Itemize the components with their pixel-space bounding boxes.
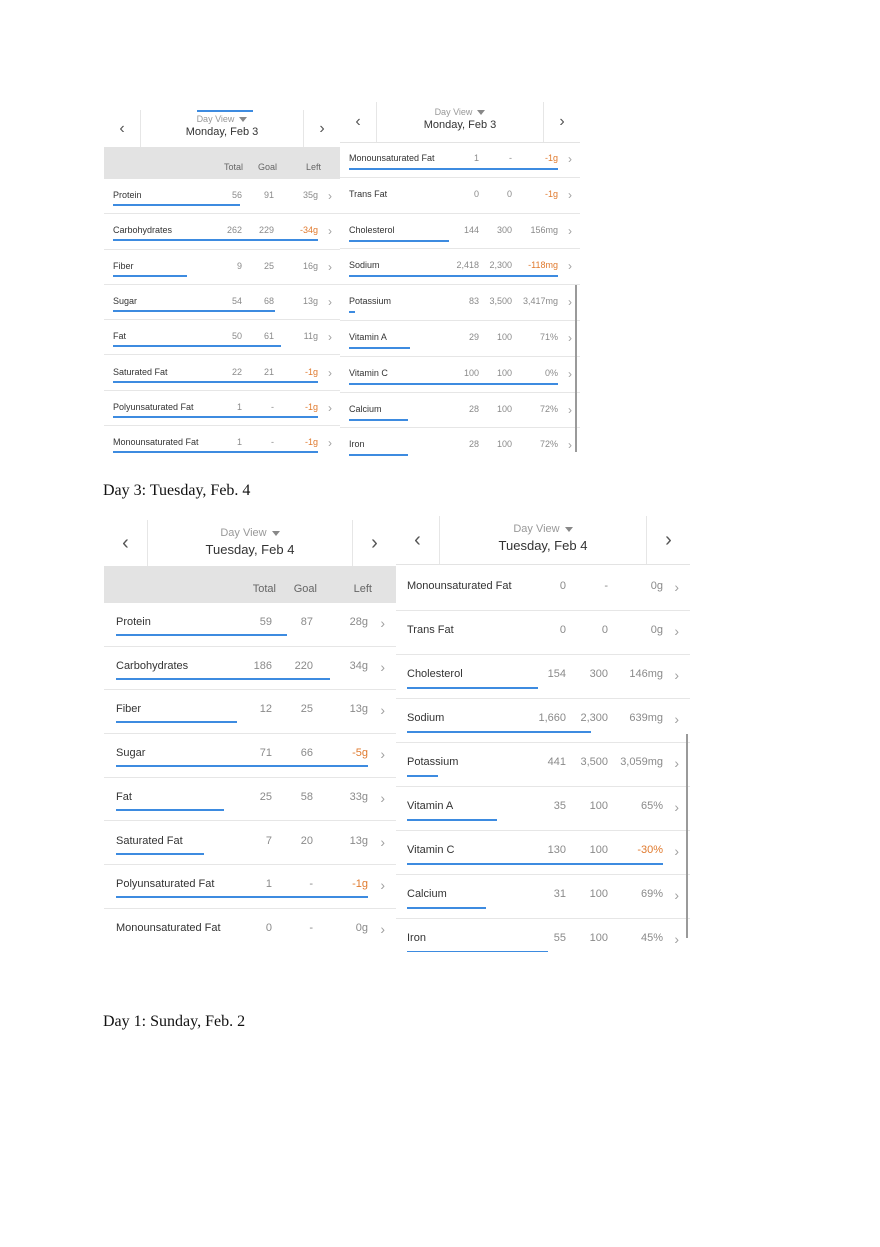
goal-value: - bbox=[309, 878, 313, 891]
total-value: 441 bbox=[547, 756, 566, 768]
remaining-value: 34g bbox=[349, 659, 368, 672]
prev-day-button[interactable]: ‹ bbox=[340, 102, 377, 142]
nutrients-panel-tuesday-left bbox=[104, 520, 396, 952]
goal-value: - bbox=[271, 437, 274, 448]
total-value: 0 bbox=[559, 580, 566, 592]
day-header bbox=[340, 102, 580, 143]
remaining-value: -1g bbox=[352, 878, 368, 891]
progress-bar bbox=[113, 381, 318, 383]
goal-value: 100 bbox=[589, 888, 608, 900]
total-value: 28 bbox=[468, 403, 479, 414]
day-view-dropdown[interactable]: Day View bbox=[140, 114, 304, 124]
total-value: 100 bbox=[463, 367, 479, 378]
nutrient-name: Vitamin A bbox=[407, 800, 454, 812]
goal-value: 2,300 bbox=[580, 712, 608, 724]
caret-down-icon bbox=[477, 110, 485, 115]
total-value: 29 bbox=[468, 332, 479, 342]
nutrient-name: Vitamin A bbox=[349, 332, 387, 342]
remaining-value: 146mg bbox=[629, 668, 663, 680]
nutrient-row[interactable] bbox=[104, 690, 396, 734]
nutrients-panel-tuesday-right bbox=[396, 516, 690, 952]
nutrient-row[interactable] bbox=[104, 865, 396, 909]
progress-bar bbox=[113, 451, 318, 453]
remaining-value: -1g bbox=[304, 366, 318, 377]
total-value: 9 bbox=[236, 260, 242, 271]
remaining-value: 71% bbox=[539, 332, 558, 342]
nutrient-name: Cholesterol bbox=[407, 668, 463, 680]
nutrient-name: Monounsaturated Fat bbox=[116, 921, 221, 934]
chevron-right-icon: › bbox=[568, 331, 572, 345]
nutrient-name: Calcium bbox=[407, 888, 447, 900]
chevron-right-icon: › bbox=[380, 833, 385, 850]
progress-bar bbox=[407, 731, 591, 733]
remaining-value: 3,417mg bbox=[522, 296, 558, 307]
remaining-value: 33g bbox=[349, 790, 368, 803]
nutrient-row[interactable] bbox=[340, 214, 580, 250]
total-value: 1 bbox=[236, 401, 242, 412]
chevron-right-icon: › bbox=[568, 366, 572, 381]
progress-bar bbox=[349, 311, 355, 313]
total-value: 186 bbox=[253, 659, 272, 672]
remaining-value: 13g bbox=[302, 295, 318, 306]
goal-value: 0 bbox=[506, 188, 512, 199]
goal-value: 100 bbox=[496, 367, 512, 378]
nutrient-name: Potassium bbox=[349, 296, 392, 307]
goal-value: 20 bbox=[300, 834, 313, 847]
progress-bar bbox=[349, 240, 449, 242]
chevron-right-icon: › bbox=[568, 259, 572, 274]
nutrient-name: Calcium bbox=[349, 403, 382, 414]
prev-day-button[interactable]: ‹ bbox=[396, 516, 440, 564]
caret-down-icon bbox=[272, 531, 280, 536]
nutrient-name: Fiber bbox=[113, 260, 134, 271]
progress-bar bbox=[349, 168, 558, 170]
next-day-button[interactable]: › bbox=[303, 110, 340, 147]
goal-value: 68 bbox=[263, 295, 274, 306]
goal-value: 100 bbox=[589, 932, 608, 944]
nutrient-row[interactable] bbox=[340, 393, 580, 429]
total-value: 262 bbox=[226, 225, 242, 236]
progress-bar bbox=[407, 863, 663, 865]
remaining-value: 16g bbox=[302, 260, 318, 271]
column-header bbox=[104, 567, 396, 603]
remaining-value: 0g bbox=[355, 921, 368, 934]
nutrient-row[interactable] bbox=[396, 919, 690, 952]
chevron-right-icon: › bbox=[674, 755, 679, 771]
goal-value: 61 bbox=[263, 331, 274, 342]
next-day-button[interactable]: › bbox=[646, 516, 690, 564]
nutrient-row[interactable] bbox=[340, 142, 580, 178]
total-value: 7 bbox=[265, 834, 272, 847]
caption-day1: Day 1: Sunday, Feb. 2 bbox=[103, 1013, 246, 1030]
chevron-right-icon: › bbox=[568, 402, 572, 417]
day-view-dropdown[interactable]: Day View bbox=[439, 523, 647, 535]
chevron-right-icon: › bbox=[674, 799, 679, 815]
nutrient-row[interactable] bbox=[104, 909, 396, 952]
nutrient-row[interactable] bbox=[104, 320, 340, 355]
date-label: Tuesday, Feb 4 bbox=[498, 538, 588, 553]
column-header bbox=[104, 148, 340, 179]
next-day-button[interactable]: › bbox=[352, 520, 396, 566]
progress-bar bbox=[113, 345, 281, 347]
col-goal: Goal bbox=[257, 162, 277, 172]
nutrient-row[interactable] bbox=[104, 250, 340, 285]
nutrient-name: Saturated Fat bbox=[113, 366, 168, 377]
nutrient-name: Sodium bbox=[407, 712, 445, 724]
nutrient-row[interactable] bbox=[104, 356, 340, 391]
goal-value: 91 bbox=[263, 190, 274, 200]
chevron-right-icon: › bbox=[328, 189, 332, 203]
total-value: 0 bbox=[473, 188, 479, 199]
nutrient-name: Trans Fat bbox=[349, 188, 388, 199]
chevron-right-icon: › bbox=[380, 702, 385, 719]
nutrients-panel-monday-right bbox=[340, 102, 580, 460]
total-value: 154 bbox=[547, 668, 566, 680]
remaining-value: -5g bbox=[352, 747, 368, 760]
chevron-right-icon: › bbox=[674, 843, 679, 859]
nutrient-row[interactable] bbox=[396, 655, 690, 699]
date-label: Monday, Feb 3 bbox=[185, 126, 259, 138]
nutrient-name: Iron bbox=[407, 932, 426, 944]
chevron-right-icon: › bbox=[328, 294, 332, 309]
goal-value: - bbox=[309, 921, 313, 934]
progress-bar bbox=[116, 721, 237, 723]
goal-value: 100 bbox=[589, 800, 608, 812]
chevron-right-icon: › bbox=[380, 615, 385, 631]
nutrient-row[interactable] bbox=[104, 647, 396, 691]
nutrient-name: Monounsaturated Fat bbox=[113, 437, 199, 448]
scrollbar[interactable] bbox=[686, 734, 688, 938]
progress-bar bbox=[407, 907, 486, 909]
col-total: Total bbox=[223, 162, 243, 172]
goal-value: 87 bbox=[300, 616, 313, 628]
progress-bar bbox=[113, 204, 240, 206]
scrollbar[interactable] bbox=[575, 285, 577, 452]
day-view-dropdown[interactable]: Day View bbox=[376, 107, 544, 117]
nutrient-name: Carbohydrates bbox=[113, 225, 173, 236]
chevron-right-icon: › bbox=[380, 920, 385, 937]
progress-bar bbox=[116, 853, 204, 855]
caption-day3: Day 3: Tuesday, Feb. 4 bbox=[103, 482, 251, 499]
day-view-dropdown[interactable]: Day View bbox=[147, 527, 353, 539]
chevron-right-icon: › bbox=[674, 623, 679, 639]
nutrient-name: Polyunsaturated Fat bbox=[116, 878, 215, 891]
nutrient-name: Carbohydrates bbox=[116, 659, 189, 672]
remaining-value: -1g bbox=[544, 188, 558, 199]
remaining-value: 11g bbox=[303, 331, 318, 342]
chevron-right-icon: › bbox=[328, 436, 332, 451]
nutrient-row[interactable] bbox=[104, 822, 396, 866]
nutrient-row[interactable] bbox=[396, 611, 690, 655]
nutrient-name: Protein bbox=[116, 616, 151, 628]
next-day-button[interactable]: › bbox=[543, 102, 580, 142]
nutrient-row[interactable] bbox=[104, 391, 340, 426]
total-value: 130 bbox=[547, 844, 566, 856]
goal-value: 100 bbox=[496, 332, 512, 342]
nutrient-name: Monounsaturated Fat bbox=[349, 153, 435, 163]
nutrient-row[interactable] bbox=[104, 214, 340, 249]
remaining-value: 72% bbox=[539, 439, 558, 450]
remaining-value: 13g bbox=[349, 703, 368, 716]
chevron-right-icon: › bbox=[380, 658, 385, 675]
total-value: 1,660 bbox=[538, 712, 566, 724]
nutrient-row[interactable] bbox=[104, 734, 396, 778]
progress-bar bbox=[349, 419, 408, 421]
chevron-right-icon: › bbox=[568, 438, 572, 453]
progress-bar bbox=[116, 809, 224, 811]
nutrient-name: Fat bbox=[116, 790, 132, 803]
goal-value: 220 bbox=[294, 659, 313, 672]
nutrient-row[interactable] bbox=[104, 778, 396, 822]
chevron-right-icon: › bbox=[380, 746, 385, 763]
goal-value: 229 bbox=[258, 225, 274, 236]
remaining-value: 639mg bbox=[629, 712, 663, 724]
chevron-right-icon: › bbox=[380, 877, 385, 894]
nutrient-name: Vitamin C bbox=[407, 844, 455, 856]
progress-bar bbox=[407, 819, 497, 821]
goal-value: 58 bbox=[300, 790, 313, 803]
total-value: 54 bbox=[231, 295, 242, 306]
chevron-right-icon: › bbox=[328, 259, 332, 274]
date-label: Tuesday, Feb 4 bbox=[205, 542, 295, 557]
total-value: 25 bbox=[259, 790, 272, 803]
total-value: 35 bbox=[553, 800, 566, 812]
chevron-right-icon: › bbox=[568, 223, 572, 238]
goal-value: 2,300 bbox=[489, 260, 512, 271]
total-value: 59 bbox=[259, 616, 272, 628]
nutrient-row[interactable] bbox=[340, 285, 580, 321]
remaining-value: -30% bbox=[637, 844, 663, 856]
col-total: Total bbox=[252, 583, 276, 595]
day-header bbox=[396, 516, 690, 565]
nutrient-row[interactable] bbox=[340, 321, 580, 357]
progress-bar bbox=[407, 775, 438, 777]
nutrient-name: Sodium bbox=[349, 260, 380, 271]
total-value: 1 bbox=[265, 878, 272, 891]
progress-bar bbox=[407, 687, 538, 689]
remaining-value: 3,059mg bbox=[620, 756, 663, 768]
remaining-value: 69% bbox=[640, 888, 663, 900]
nutrient-row[interactable] bbox=[104, 426, 340, 460]
remaining-value: -34g bbox=[299, 225, 318, 236]
nutrient-name: Fiber bbox=[116, 703, 142, 716]
goal-value: 25 bbox=[300, 703, 313, 716]
nutrient-row[interactable] bbox=[396, 699, 690, 743]
progress-bar bbox=[116, 678, 330, 680]
nutrient-name: Vitamin C bbox=[349, 367, 388, 378]
total-value: 83 bbox=[468, 296, 479, 307]
progress-bar bbox=[113, 416, 318, 418]
nutrient-row[interactable] bbox=[104, 285, 340, 320]
chevron-right-icon: › bbox=[328, 365, 332, 380]
progress-bar bbox=[113, 239, 318, 241]
total-value: 55 bbox=[553, 932, 566, 944]
progress-bar bbox=[349, 347, 410, 349]
nutrient-row[interactable] bbox=[104, 179, 340, 214]
goal-value: 25 bbox=[263, 260, 274, 271]
total-value: 56 bbox=[231, 190, 242, 200]
total-value: 144 bbox=[463, 224, 479, 235]
goal-value: 3,500 bbox=[489, 296, 512, 307]
day-header bbox=[104, 110, 340, 148]
day-header bbox=[104, 520, 396, 567]
goal-value: 100 bbox=[496, 439, 512, 450]
nutrient-row[interactable] bbox=[396, 743, 690, 787]
chevron-right-icon: › bbox=[674, 667, 679, 683]
goal-value: 21 bbox=[263, 366, 274, 377]
chevron-right-icon: › bbox=[674, 887, 679, 903]
nutrient-name: Potassium bbox=[407, 756, 459, 768]
nutrient-name: Polyunsaturated Fat bbox=[113, 401, 194, 412]
goal-value: 0 bbox=[601, 624, 608, 636]
total-value: 1 bbox=[473, 153, 479, 163]
nutrient-name: Fat bbox=[113, 331, 127, 342]
remaining-value: 13g bbox=[349, 834, 368, 847]
remaining-value: -1g bbox=[544, 153, 558, 163]
remaining-value: -118mg bbox=[528, 260, 558, 271]
goal-value: - bbox=[271, 401, 274, 412]
total-value: 28 bbox=[468, 439, 479, 450]
col-left: Left bbox=[353, 583, 372, 595]
nutrient-row[interactable] bbox=[340, 178, 580, 214]
chevron-right-icon: › bbox=[674, 931, 679, 947]
nutrient-name: Trans Fat bbox=[407, 624, 454, 636]
goal-value: - bbox=[509, 153, 512, 163]
caret-down-icon bbox=[239, 117, 247, 122]
progress-bar bbox=[116, 634, 287, 636]
progress-bar bbox=[116, 765, 368, 767]
goal-value: 66 bbox=[300, 747, 313, 760]
goal-value: 300 bbox=[589, 668, 608, 680]
remaining-value: 156mg bbox=[530, 224, 558, 235]
chevron-right-icon: › bbox=[568, 152, 572, 166]
nutrient-row[interactable] bbox=[104, 603, 396, 647]
remaining-value: 45% bbox=[640, 932, 663, 944]
progress-bar bbox=[113, 310, 275, 312]
chevron-right-icon: › bbox=[674, 579, 679, 595]
remaining-value: -1g bbox=[304, 437, 318, 448]
col-left: Left bbox=[305, 162, 321, 172]
goal-value: - bbox=[604, 580, 608, 592]
chevron-right-icon: › bbox=[328, 224, 332, 239]
total-value: 22 bbox=[231, 366, 242, 377]
nutrient-name: Sugar bbox=[113, 295, 138, 306]
chevron-right-icon: › bbox=[380, 789, 385, 806]
progress-bar bbox=[407, 951, 548, 952]
remaining-value: 28g bbox=[349, 616, 368, 628]
remaining-value: 0g bbox=[650, 624, 663, 636]
progress-bar bbox=[349, 275, 558, 277]
goal-value: 100 bbox=[589, 844, 608, 856]
remaining-value: 65% bbox=[640, 800, 663, 812]
total-value: 0 bbox=[265, 921, 272, 934]
nutrient-row[interactable] bbox=[340, 357, 580, 393]
remaining-value: -1g bbox=[304, 401, 318, 412]
chevron-right-icon: › bbox=[328, 330, 332, 345]
nutrient-row[interactable] bbox=[396, 567, 690, 611]
goal-value: 300 bbox=[496, 224, 512, 235]
nutrient-name: Sugar bbox=[116, 747, 146, 760]
chevron-right-icon: › bbox=[568, 187, 572, 202]
total-value: 0 bbox=[559, 624, 566, 636]
goal-value: 3,500 bbox=[580, 756, 608, 768]
prev-day-button[interactable]: ‹ bbox=[104, 520, 148, 566]
total-value: 2,418 bbox=[456, 260, 479, 271]
remaining-value: 0g bbox=[650, 580, 663, 592]
nutrient-name: Saturated Fat bbox=[116, 834, 183, 847]
total-value: 12 bbox=[259, 703, 272, 716]
progress-bar bbox=[116, 896, 368, 898]
prev-day-button[interactable]: ‹ bbox=[104, 110, 141, 147]
chevron-right-icon: › bbox=[674, 711, 679, 727]
chevron-right-icon: › bbox=[328, 400, 332, 415]
chevron-right-icon: › bbox=[568, 295, 572, 310]
caret-down-icon bbox=[565, 527, 573, 532]
nutrient-name: Cholesterol bbox=[349, 224, 395, 235]
total-value: 71 bbox=[259, 747, 272, 760]
nutrient-row[interactable] bbox=[340, 249, 580, 285]
date-label: Monday, Feb 3 bbox=[423, 119, 497, 131]
nutrient-name: Iron bbox=[349, 439, 365, 450]
nutrient-name: Protein bbox=[113, 190, 142, 200]
nutrient-row[interactable] bbox=[396, 875, 690, 919]
nutrient-row[interactable] bbox=[396, 787, 690, 831]
remaining-value: 35g bbox=[302, 190, 318, 200]
nutrient-row[interactable] bbox=[340, 428, 580, 460]
col-goal: Goal bbox=[293, 583, 317, 595]
nutrient-name: Monounsaturated Fat bbox=[407, 580, 512, 592]
progress-bar bbox=[113, 275, 187, 277]
total-value: 1 bbox=[236, 437, 242, 448]
remaining-value: 0% bbox=[544, 367, 558, 378]
nutrient-row[interactable] bbox=[396, 831, 690, 875]
total-value: 31 bbox=[553, 888, 566, 900]
progress-bar bbox=[349, 454, 408, 456]
progress-bar bbox=[349, 383, 558, 385]
goal-value: 100 bbox=[496, 403, 512, 414]
nutrients-panel-monday-left bbox=[104, 110, 340, 460]
total-value: 50 bbox=[231, 331, 242, 342]
remaining-value: 72% bbox=[539, 403, 558, 414]
